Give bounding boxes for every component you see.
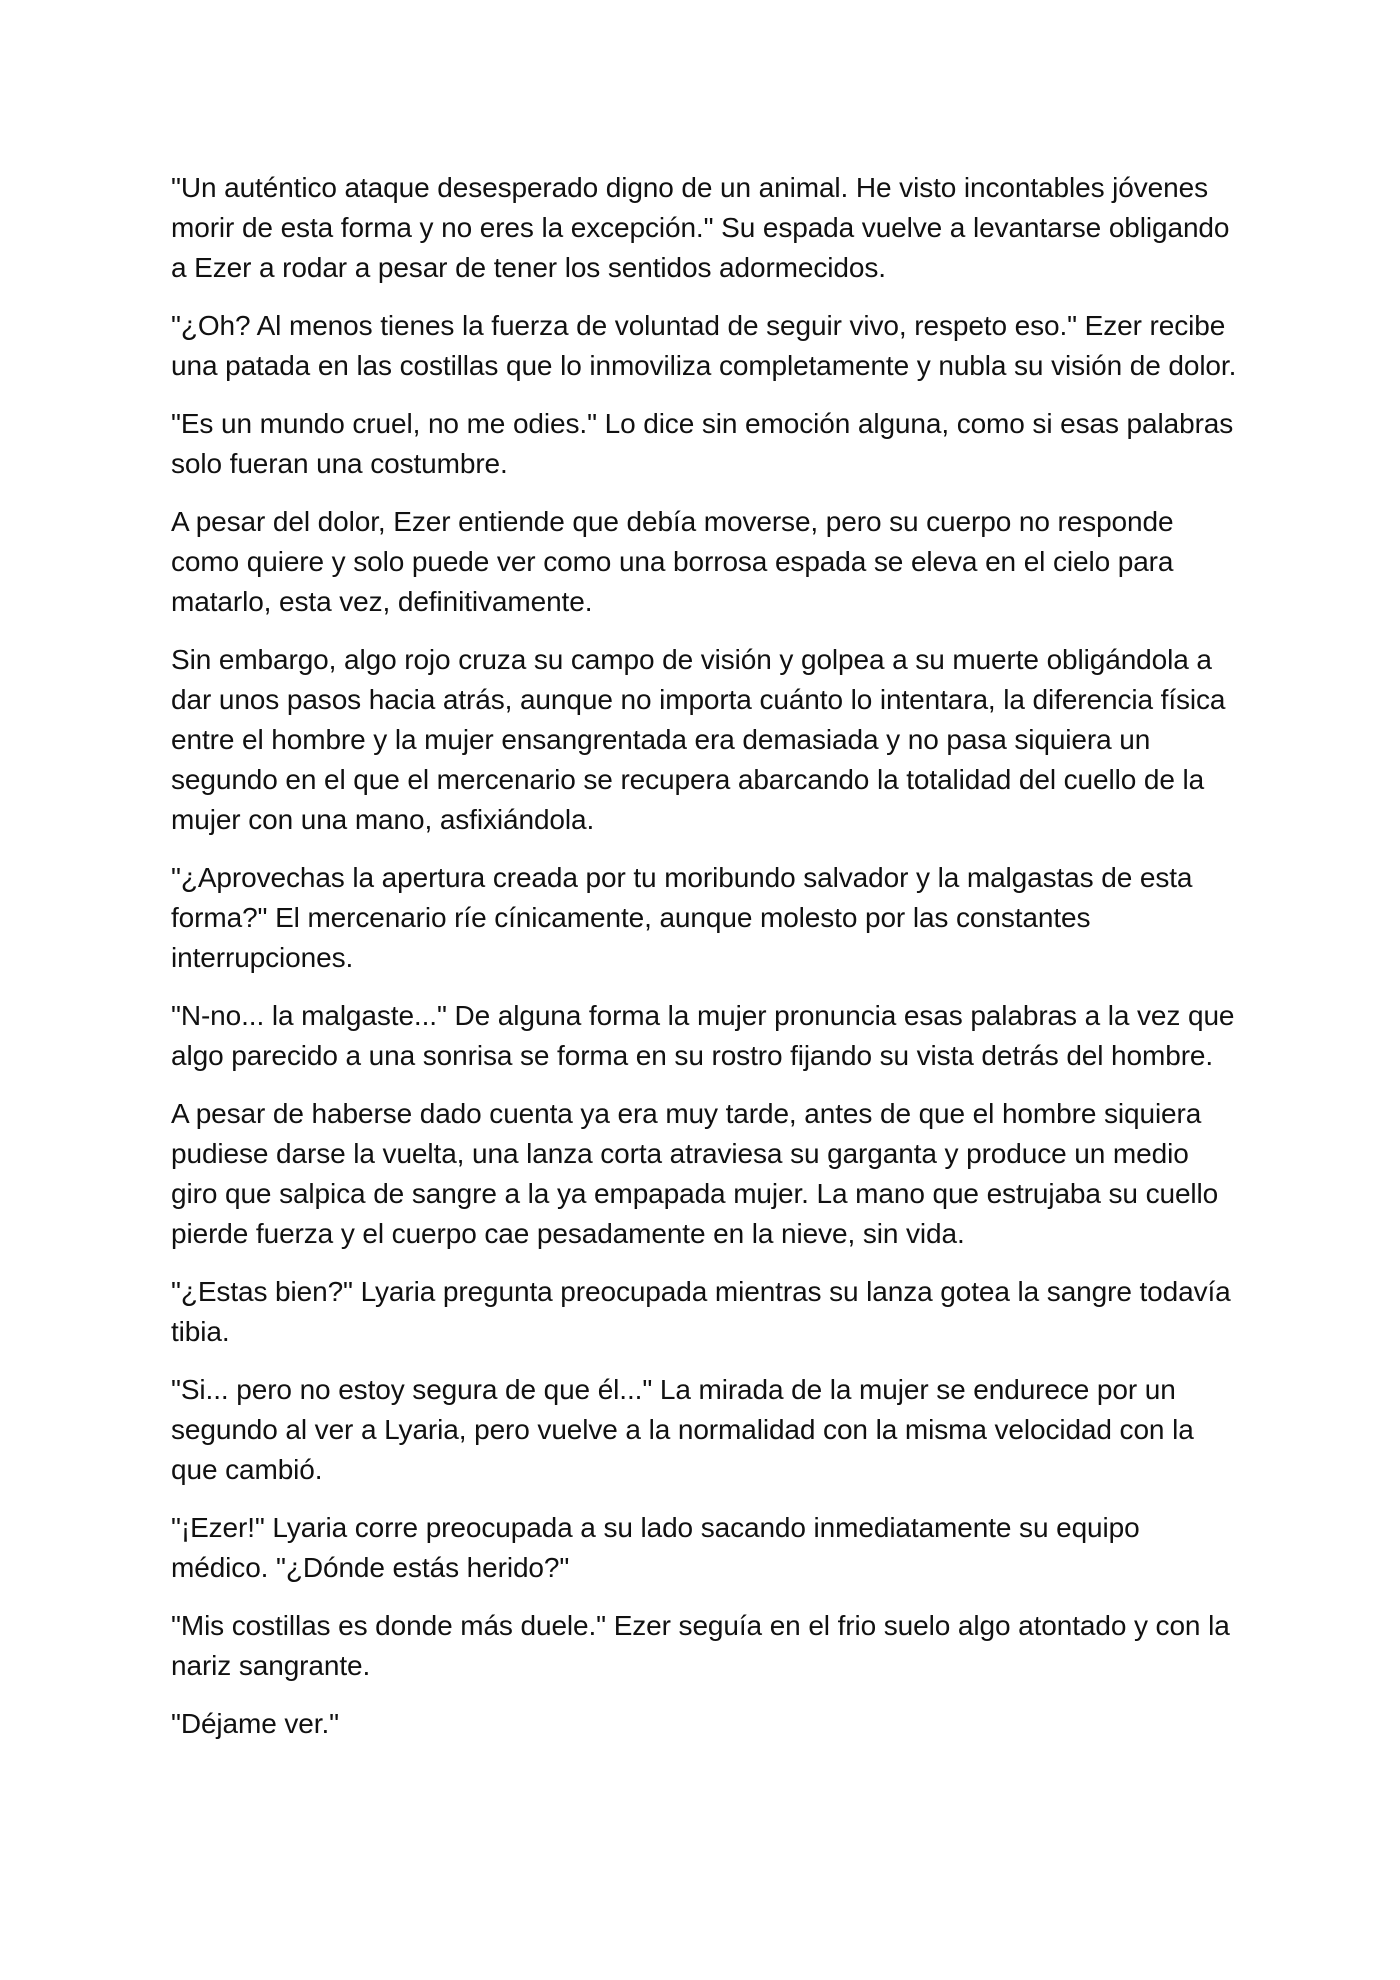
paragraph: "Si... pero no estoy segura de que él..." La mirada de la mujer se endurece por un segundo al ver a Lyaria, pero vuelve a la normalidad con la misma velocidad con la que cambió. — [171, 1374, 1194, 1485]
paragraph: "¿Estas bien?" Lyaria pregunta preocupada mientras su lanza gotea la sangre todavía tibia. — [171, 1276, 1231, 1347]
paragraph: "N-no... la malgaste..." De alguna forma la mujer pronuncia esas palabras a la vez que algo parecido a una sonrisa se forma en su rostro fijando su vista detrás del hombre. — [171, 1000, 1235, 1071]
paragraph: "¿Oh? Al menos tienes la fuerza de voluntad de seguir vivo, respeto eso." Ezer recibe una patada en las costillas que lo inmoviliza completamente y nubla su visión de dolor. — [171, 310, 1237, 381]
paragraph: Sin embargo, algo rojo cruza su campo de visión y golpea a su muerte obligándola a dar unos pasos hacia atrás, aunque no importa cuánto lo intentara, la diferencia física entre el hombre y la mujer ensangrentada era demasiada y no pasa siquiera un segundo en el que el mercenario se recupera abarcando la totalidad del cuello de la mujer con una mano, asfixiándola. — [171, 644, 1226, 835]
paragraph: A pesar del dolor, Ezer entiende que debía moverse, pero su cuerpo no responde como quiere y solo puede ver como una borrosa espada se eleva en el cielo para matarlo, esta vez, definitivamente. — [171, 506, 1174, 617]
paragraph: "Es un mundo cruel, no me odies." Lo dice sin emoción alguna, como si esas palabras solo fueran una costumbre. — [171, 408, 1234, 479]
paragraph: "Mis costillas es donde más duele." Ezer seguía en el frio suelo algo atontado y con la nariz sangrante. — [171, 1610, 1230, 1681]
paragraph: "¿Aprovechas la apertura creada por tu moribundo salvador y la malgastas de esta forma?" El mercenario ríe cínicamente, aunque molesto por las constantes interrupciones. — [171, 862, 1193, 973]
document-page — [171, 168, 1241, 1762]
paragraph: "¡Ezer!" Lyaria corre preocupada a su lado sacando inmediatamente su equipo médico. "¿Dónde estás herido?" — [171, 1512, 1140, 1583]
paragraph: "Déjame ver." — [171, 1708, 339, 1739]
paragraph: A pesar de haberse dado cuenta ya era muy tarde, antes de que el hombre siquiera pudiese darse la vuelta, una lanza corta atraviesa su garganta y produce un medio giro que salpica de sangre a la ya empapada mujer. La mano que estrujaba su cuello pierde fuerza y el cuerpo cae pesadamente en la nieve, sin vida. — [171, 1098, 1219, 1249]
paragraph: "Un auténtico ataque desesperado digno de un animal. He visto incontables jóvenes morir de esta forma y no eres la excepción." Su espada vuelve a levantarse obligando a Ezer a rodar a pesar de tener los sentidos adormecidos. — [171, 172, 1230, 283]
